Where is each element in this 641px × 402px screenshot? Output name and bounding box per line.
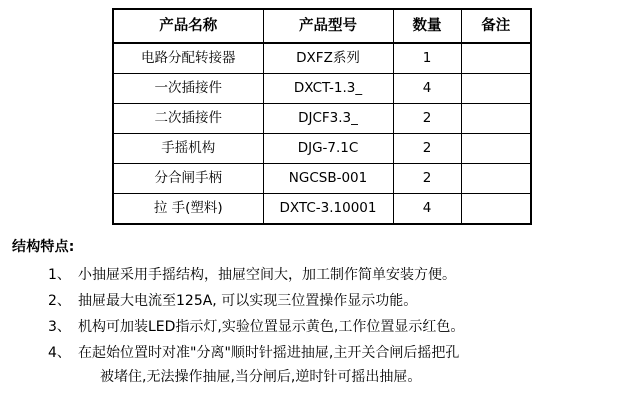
list-item-text: 小抽屉采用手摇结构，抽屉空间大，加工制作简单安装方便。: [78, 267, 456, 283]
list-item: [12, 341, 632, 389]
cell-quantity: 4: [393, 74, 461, 104]
table-row: [113, 74, 531, 104]
table-header-row: [113, 9, 531, 43]
list-item-number: 3、: [48, 319, 71, 335]
cell-product-model: DJG-7.1C: [263, 134, 393, 164]
cell-quantity: 2: [393, 104, 461, 134]
list-item-number: 4、: [48, 345, 71, 361]
list-item-text: 抽屉最大电流至125A, 可以实现三位置操作显示功能。: [78, 293, 418, 309]
column-header-quantity: 数量: [393, 9, 461, 43]
cell-remark: [461, 194, 531, 225]
list-item-number: 1、: [48, 267, 71, 283]
list-item: [12, 263, 632, 287]
cell-remark: [461, 134, 531, 164]
table-header: [113, 9, 531, 43]
table-row: [113, 104, 531, 134]
cell-product-model: NGCSB-001: [263, 164, 393, 194]
cell-product-name: 分合闸手柄: [113, 164, 263, 194]
list-item: [12, 289, 632, 313]
product-spec-table-container: [112, 8, 530, 225]
list-item-text: 机构可加装LED指示灯,实验位置显示黄色,工作位置显示红色。: [78, 319, 465, 335]
cell-product-name: 一次插接件: [113, 74, 263, 104]
cell-product-model: DXCT-1.3_: [263, 74, 393, 104]
product-spec-table: [112, 8, 532, 225]
cell-product-model: DXTC-3.10001: [263, 194, 393, 225]
cell-quantity: 2: [393, 164, 461, 194]
cell-quantity: 1: [393, 43, 461, 74]
cell-product-model: DXFZ系列: [263, 43, 393, 74]
structure-features-section: [12, 236, 632, 391]
feature-list: [12, 263, 632, 389]
cell-quantity: 2: [393, 134, 461, 164]
list-item-text-line1: 在起始位置时对准"分离"顺时针摇进抽屉,主开关合闸后摇把孔: [78, 345, 460, 361]
section-title: 结构特点:: [12, 239, 75, 255]
column-header-product-name: 产品名称: [113, 9, 263, 43]
cell-remark: [461, 74, 531, 104]
cell-product-name: 手摇机构: [113, 134, 263, 164]
table-body: [113, 43, 531, 224]
list-item-number: 2、: [48, 293, 71, 309]
table-row: [113, 194, 531, 225]
cell-quantity: 4: [393, 194, 461, 225]
cell-remark: [461, 43, 531, 74]
table-row: [113, 43, 531, 74]
cell-remark: [461, 104, 531, 134]
cell-product-name: 二次插接件: [113, 104, 263, 134]
cell-product-model: DJCF3.3_: [263, 104, 393, 134]
column-header-remark: 备注: [461, 9, 531, 43]
cell-remark: [461, 164, 531, 194]
list-item: [12, 315, 632, 339]
cell-product-name: 电路分配转接器: [113, 43, 263, 74]
column-header-product-model: 产品型号: [263, 9, 393, 43]
list-item-text-line2: 被堵住,无法操作抽屉,当分闸后,逆时针可摇出抽屉。: [100, 369, 422, 385]
table-row: [113, 164, 531, 194]
cell-product-name: 拉 手(塑料): [113, 194, 263, 225]
table-row: [113, 134, 531, 164]
list-item-text: [78, 341, 632, 389]
